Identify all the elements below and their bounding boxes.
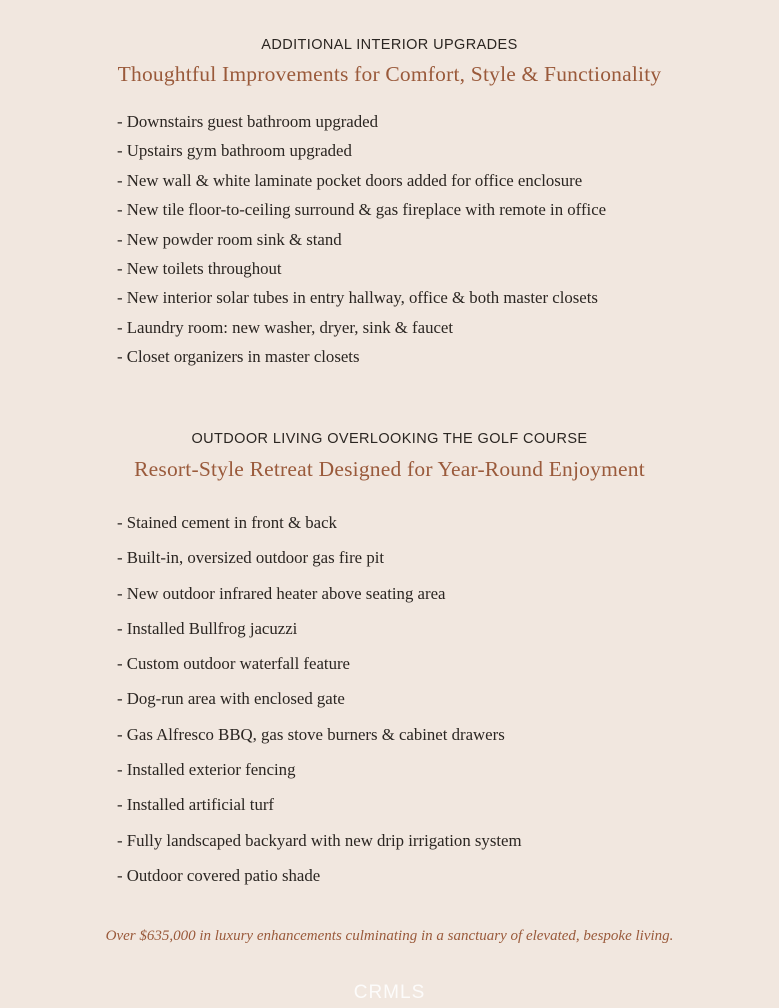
interior-title: Thoughtful Improvements for Comfort, Style & Functionality (117, 62, 662, 86)
list-item: - Laundry room: new washer, dryer, sink & faucet (117, 317, 454, 337)
crmls-watermark: CRMLS (353, 982, 426, 1003)
list-item: - Closet organizers in master closets (117, 347, 360, 367)
outdoor-features-list (117, 505, 522, 893)
list-item: - New interior solar tubes in entry hallway, office & both master closets (117, 288, 598, 308)
list-item: - Installed Bullfrog jacuzzi (117, 618, 298, 638)
list-item: - Fully landscaped backyard with new drip irrigation system (117, 830, 522, 850)
list-item: - Dog-run area with enclosed gate (117, 689, 345, 709)
list-item: - New powder room sink & stand (117, 229, 342, 249)
outdoor-eyebrow: OUTDOOR LIVING OVERLOOKING THE GOLF COURSE (191, 431, 588, 447)
list-item: - Custom outdoor waterfall feature (117, 654, 350, 674)
list-item: - Upstairs gym bathroom upgraded (117, 141, 352, 161)
list-item: - New toilets throughout (117, 258, 282, 278)
summary-footer: Over $635,000 in luxury enhancements culminating in a sanctuary of elevated, bespoke living. (105, 928, 674, 944)
list-item: - Downstairs guest bathroom upgraded (117, 112, 378, 131)
interior-upgrades-list (117, 107, 606, 372)
list-item: - Built-in, oversized outdoor gas fire pit (117, 548, 385, 568)
list-item: - New wall & white laminate pocket doors added for office enclosure (117, 170, 583, 190)
list-item: - Installed exterior fencing (117, 760, 296, 780)
outdoor-title: Resort-Style Retreat Designed for Year-Round Enjoyment (134, 457, 645, 481)
list-item: - Gas Alfresco BBQ, gas stove burners & cabinet drawers (117, 724, 505, 744)
list-item: - New outdoor infrared heater above seating area (117, 583, 446, 603)
list-item: - Installed artificial turf (117, 795, 275, 815)
list-item: - Stained cement in front & back (117, 513, 337, 532)
interior-eyebrow: ADDITIONAL INTERIOR UPGRADES (261, 37, 518, 53)
list-item: - New tile floor-to-ceiling surround & gas fireplace with remote in office (117, 200, 607, 220)
list-item: - Outdoor covered patio shade (117, 865, 321, 885)
